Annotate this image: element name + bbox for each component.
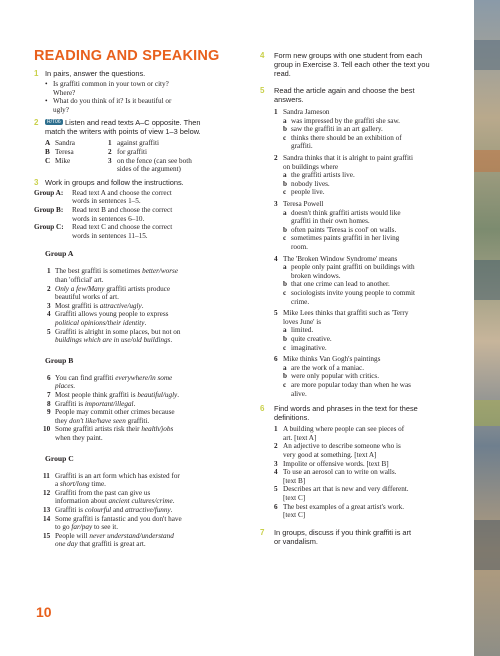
- view-text: sides of the argument): [117, 165, 181, 174]
- item-text: they don't like/have seen graffiti.: [55, 416, 150, 425]
- question-number: 4: [274, 254, 278, 263]
- item-number: 13: [43, 506, 51, 514]
- view-number: 2: [108, 148, 112, 156]
- ex4-instruction-line: group in Exercise 3. Tell each other the text you: [274, 60, 430, 69]
- ex4-number: 4: [260, 51, 265, 60]
- ex6-instruction-line: Find words and phrases in the text for these: [274, 404, 418, 414]
- section-heading: READING AND SPEAKING: [34, 48, 220, 64]
- option-text: limited.: [291, 326, 314, 335]
- item-text: You can find graffiti everywhere/in some: [55, 373, 173, 382]
- option-text: nobody lives.: [291, 179, 330, 188]
- option-letter: b: [283, 225, 287, 234]
- view-number: 1: [108, 139, 112, 148]
- group-instruction: words in sentences 11–15.: [72, 231, 148, 240]
- item-number: 8: [47, 399, 51, 408]
- view-text: against graffiti: [117, 139, 159, 148]
- option-text: graffiti in their own homes.: [291, 217, 370, 226]
- ex1-bullet-line: Where?: [53, 88, 76, 97]
- option-letter: b: [283, 280, 287, 289]
- question-stem: loves June' is: [283, 317, 322, 326]
- item-text: Graffiti is alright in some places, but not on: [55, 327, 181, 336]
- option-text: that one crime can lead to another.: [291, 280, 390, 289]
- ex7-instruction-line: In groups, discuss if you think graffiti is art: [274, 527, 412, 537]
- question-number: 1: [274, 108, 278, 116]
- question-stem: Sandra Jameson: [283, 108, 330, 116]
- definition-text: A building where people can see pieces of: [283, 425, 405, 434]
- option-text: are the work of a maniac.: [291, 363, 365, 372]
- option-text: people only paint graffiti on buildings with: [291, 263, 415, 272]
- definition-number: 3: [274, 459, 278, 468]
- ex5-number: 5: [260, 86, 265, 95]
- ex6-number: 6: [260, 404, 265, 414]
- view-text: for graffiti: [117, 148, 148, 156]
- option-text: alive.: [291, 389, 307, 398]
- item-text: places.: [55, 382, 76, 391]
- writer-letter: C: [45, 156, 51, 165]
- definition-text: Impolite or offensive words. [text B]: [283, 459, 389, 468]
- option-letter: c: [283, 381, 287, 389]
- group-instruction: words in sentences 6–10.: [72, 214, 145, 223]
- view-number: 3: [108, 156, 112, 165]
- item-text: political opinions/their identity.: [55, 319, 147, 327]
- option-text: are more popular today than when he was: [291, 381, 411, 389]
- ex2-number: 2: [34, 118, 39, 128]
- ex4-instruction-line: Form new groups with one student from each: [274, 51, 423, 60]
- definition-text: The best examples of a great artist's work.: [283, 502, 405, 511]
- option-text: saw the graffiti in an art gallery.: [291, 125, 383, 134]
- view-text: on the fence (can see both: [117, 156, 192, 165]
- definition-number: 5: [274, 485, 278, 494]
- item-text: Graffiti allows young people to express: [55, 310, 169, 319]
- ex7-instruction-line: or vandalism.: [274, 536, 318, 546]
- group-label: Group A:: [34, 188, 64, 197]
- option-letter: b: [283, 125, 287, 134]
- ex2-instruction-line: Listen and read texts A–C opposite. Then: [65, 118, 201, 128]
- definition-number: 4: [274, 468, 278, 477]
- definition-text: Describes art that is new and very different.: [283, 485, 409, 494]
- item-text: Most graffiti is attractive/ugly.: [55, 301, 144, 310]
- item-text: beautiful works of art.: [55, 293, 119, 302]
- definition-text: [text C]: [283, 511, 306, 520]
- question-stem: on buildings where: [283, 162, 339, 171]
- option-letter: c: [283, 133, 287, 142]
- item-text: than 'official' art.: [55, 276, 104, 284]
- item-text: Some graffiti artists risk their health/jobs: [55, 425, 174, 434]
- definition-text: [text B]: [283, 476, 306, 485]
- page-number: 10: [36, 604, 52, 620]
- question-number: 5: [274, 309, 278, 318]
- photo-edge-strip: [474, 0, 500, 656]
- item-number: 11: [43, 471, 50, 480]
- option-text: sociologists invite young people to commit: [291, 289, 415, 297]
- option-text: were only popular with critics.: [291, 372, 380, 381]
- item-text: to go far/pay to see it.: [55, 523, 119, 532]
- item-number: 3: [47, 301, 51, 310]
- option-letter: a: [283, 171, 287, 180]
- ex5-instruction-line: Read the article again and choose the best: [274, 86, 415, 95]
- ex1-number: 1: [34, 69, 39, 78]
- item-number: 9: [47, 408, 51, 417]
- option-text: imaginative.: [291, 343, 327, 352]
- option-text: people live.: [291, 188, 325, 197]
- ex4-instruction-line: read.: [274, 69, 291, 78]
- option-text: the graffiti artists live.: [291, 171, 355, 180]
- option-letter: c: [283, 289, 287, 297]
- ex3-instruction: Work in groups and follow the instructions.: [45, 177, 184, 187]
- writer-name: Sandra: [55, 139, 75, 148]
- option-letter: b: [283, 179, 287, 188]
- question-number: 2: [274, 154, 278, 162]
- option-letter: a: [283, 116, 287, 125]
- item-text: buildings which are in use/old buildings.: [55, 336, 173, 345]
- item-text: The best graffiti is sometimes better/worse: [55, 267, 179, 276]
- option-letter: b: [283, 335, 287, 343]
- group-title: Group C: [45, 453, 74, 463]
- definition-text: [text C]: [283, 494, 306, 502]
- definition-text: very good at something. [text A]: [283, 451, 377, 459]
- option-letter: a: [283, 326, 287, 335]
- item-number: 15: [43, 531, 51, 540]
- writer-name: Teresa: [55, 148, 74, 156]
- option-text: room.: [291, 243, 308, 251]
- item-number: 2: [47, 284, 51, 293]
- option-text: graffiti.: [291, 142, 313, 151]
- option-text: quite creative.: [291, 335, 332, 343]
- option-letter: c: [283, 234, 287, 243]
- item-number: 6: [47, 373, 51, 382]
- question-number: 3: [274, 200, 278, 208]
- group-label: Group B:: [34, 206, 64, 214]
- option-letter: a: [283, 363, 287, 372]
- item-text: when they paint.: [55, 434, 103, 442]
- item-number: 12: [43, 488, 51, 497]
- item-text: Graffiti is colourful and attractive/funny.: [55, 506, 173, 514]
- group-instruction: Read text B and choose the correct: [72, 206, 173, 214]
- option-text: doesn't think graffiti artists would like: [291, 208, 401, 217]
- item-text: Only a few/Many graffiti artists produce: [55, 284, 171, 293]
- option-text: thinks there should be an exhibition of: [291, 133, 402, 142]
- option-letter: c: [283, 188, 287, 197]
- option-letter: a: [283, 263, 287, 272]
- group-instruction: Read text C and choose the correct: [72, 223, 173, 232]
- group-label: Group C:: [34, 223, 64, 232]
- item-text: Most people think graffiti is beautiful/ugly.: [55, 391, 180, 399]
- group-instruction: Read text A and choose the correct: [72, 188, 172, 197]
- question-stem: The 'Broken Window Syndrome' means: [283, 254, 398, 263]
- item-text: People will never understand/understand: [55, 531, 174, 540]
- ex1-bullet-line: • What do you think of it? Is it beautiful or: [53, 97, 171, 106]
- group-instruction: words in sentences 1–5.: [72, 197, 141, 206]
- ex2-instruction-line: match the writers with points of view 1–3 below.: [45, 127, 201, 137]
- ex5-instruction-line: answers.: [274, 95, 304, 104]
- question-stem: Mike Lees thinks that graffiti such as 'Terry: [283, 309, 409, 318]
- ex6-instruction-line: definitions.: [274, 413, 310, 423]
- question-stem: Mike thinks Van Gogh's paintings: [283, 355, 381, 364]
- item-number: 14: [43, 514, 51, 523]
- question-stem: Teresa Powell: [283, 200, 324, 208]
- option-text: crime.: [291, 297, 310, 306]
- item-number: 5: [47, 327, 51, 336]
- definition-number: 1: [274, 425, 278, 434]
- group-title: Group B: [45, 355, 74, 365]
- item-text: information about ancient cultures/crime.: [55, 497, 175, 506]
- ex7-number: 7: [260, 527, 265, 537]
- writer-letter: B: [45, 148, 50, 156]
- option-letter: b: [283, 372, 287, 381]
- item-number: 7: [47, 391, 51, 399]
- item-number: 1: [47, 267, 51, 276]
- definition-number: 2: [274, 442, 278, 451]
- item-text: Graffiti is an art form which has existed for: [55, 471, 180, 480]
- writer-name: Mike: [55, 156, 71, 165]
- question-number: 6: [274, 355, 278, 364]
- option-text: was impressed by the graffiti she saw.: [291, 116, 400, 125]
- item-text: People may commit other crimes because: [55, 408, 175, 417]
- ex3-number: 3: [34, 177, 39, 187]
- group-title: Group A: [45, 249, 74, 259]
- item-text: Some graffiti is fantastic and you don't have: [55, 514, 182, 523]
- definition-text: To use an aerosol can to write on walls.: [283, 468, 397, 477]
- option-text: often paints 'Teresa is cool' on walls.: [291, 225, 397, 234]
- definition-text: An adjective to describe someone who is: [283, 442, 401, 451]
- option-letter: a: [283, 208, 287, 217]
- item-number: 10: [43, 425, 51, 434]
- item-number: 4: [47, 310, 51, 319]
- question-stem: Sandra thinks that it is alright to paint graffiti: [283, 154, 414, 162]
- option-letter: c: [283, 343, 287, 352]
- writer-letter: A: [45, 139, 51, 148]
- option-text: broken windows.: [291, 271, 341, 280]
- option-text: sometimes paints graffiti in her living: [291, 234, 400, 243]
- ex1-bullet-line: • Is graffiti common in your town or city?: [53, 80, 169, 89]
- item-text: a short/long time.: [55, 480, 106, 489]
- audio-track-badge: R/T06: [47, 119, 61, 126]
- ex1-instruction: In pairs, answer the questions.: [45, 69, 146, 78]
- item-text: one day that graffiti is great art.: [55, 540, 146, 549]
- item-text: Graffiti from the past can give us: [55, 488, 151, 497]
- ex1-bullet-line: ugly?: [53, 105, 69, 114]
- item-text: Graffiti is important/illegal.: [55, 399, 136, 408]
- definition-number: 6: [274, 502, 278, 511]
- definition-text: art. [text A]: [283, 433, 317, 442]
